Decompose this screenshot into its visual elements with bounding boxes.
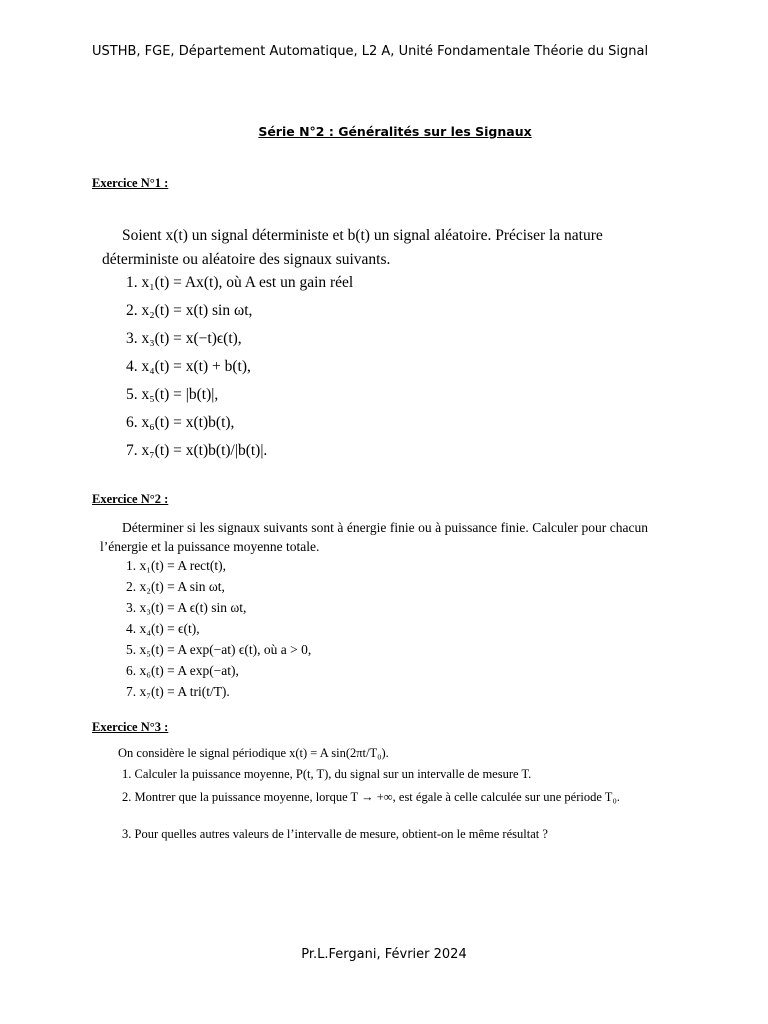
exercise-3-item-3: 3. Pour quelles autres valeurs de l’intervalle de mesure, obtient-on le même résultat ? (122, 827, 548, 841)
exercise-1-item-6: 6. x₆(t) = x(t)b(t), (126, 414, 235, 431)
exercise-1-item-7: 7. x₇(t) = x(t)b(t)/|b(t)|. (126, 442, 268, 459)
exercise-3-item-1: 1. Calculer la puissance moyenne, P(t, T), du signal sur un intervalle de mesure T. (122, 767, 532, 781)
exercise-1-intro: Soient x(t) un signal déterministe et b(t) un signal aléatoire. Préciser la nature déterministe ou aléatoire des signaux suivants. (102, 227, 603, 268)
exercise-2-item-2: 2. x₂(t) = A sin ωt, (126, 579, 225, 594)
exercise-1-item-1: 1. x₁(t) = Ax(t), où A est un gain réel (126, 274, 354, 291)
exercise-2-item-7: 7. x₇(t) = A tri(t/T). (126, 684, 230, 699)
page-header: USTHB, FGE, Département Automatique, L2 A, Unité Fondamentale Théorie du Signal (92, 44, 649, 59)
exercise-2-intro: Déterminer si les signaux suivants sont à énergie finie ou à puissance finie. Calculer pour chacun l’énergie et la puissance moyenne totale. (100, 520, 648, 554)
document-title: Série N°2 : Généralités sur les Signaux (258, 124, 532, 139)
exercise-1-item-4: 4. x₄(t) = x(t) + b(t), (126, 358, 251, 375)
exercise-2-heading: Exercice N°2 : (92, 492, 169, 506)
exercise-2-item-4: 4. x₄(t) = ϵ(t), (126, 621, 200, 636)
exercise-2-item-5: 5. x₅(t) = A exp(−at) ϵ(t), où a > 0, (126, 642, 312, 657)
page-footer: Pr.L.Fergani, Février 2024 (301, 947, 467, 962)
exercise-1-item-2: 2. x₂(t) = x(t) sin ωt, (126, 302, 253, 319)
exercise-1-heading: Exercice N°1 : (92, 176, 169, 190)
exercise-2-item-6: 6. x₆(t) = A exp(−at), (126, 663, 239, 678)
exercise-1-item-3: 3. x₃(t) = x(−t)ϵ(t), (126, 330, 242, 347)
exercise-3-heading: Exercice N°3 : (92, 720, 169, 734)
exercise-3-item-2: 2. Montrer que la puissance moyenne, lorque T → +∞, est égale à celle calculée sur une période T₀. (122, 790, 620, 804)
exercise-3-intro: On considère le signal périodique x(t) = A sin(2πt/T₀). (118, 746, 389, 760)
exercise-1-item-5: 5. x₅(t) = |b(t)|, (126, 386, 219, 403)
exercise-2-item-1: 1. x₁(t) = A rect(t), (126, 558, 227, 573)
exercise-2-item-3: 3. x₃(t) = A ϵ(t) sin ωt, (126, 600, 247, 615)
